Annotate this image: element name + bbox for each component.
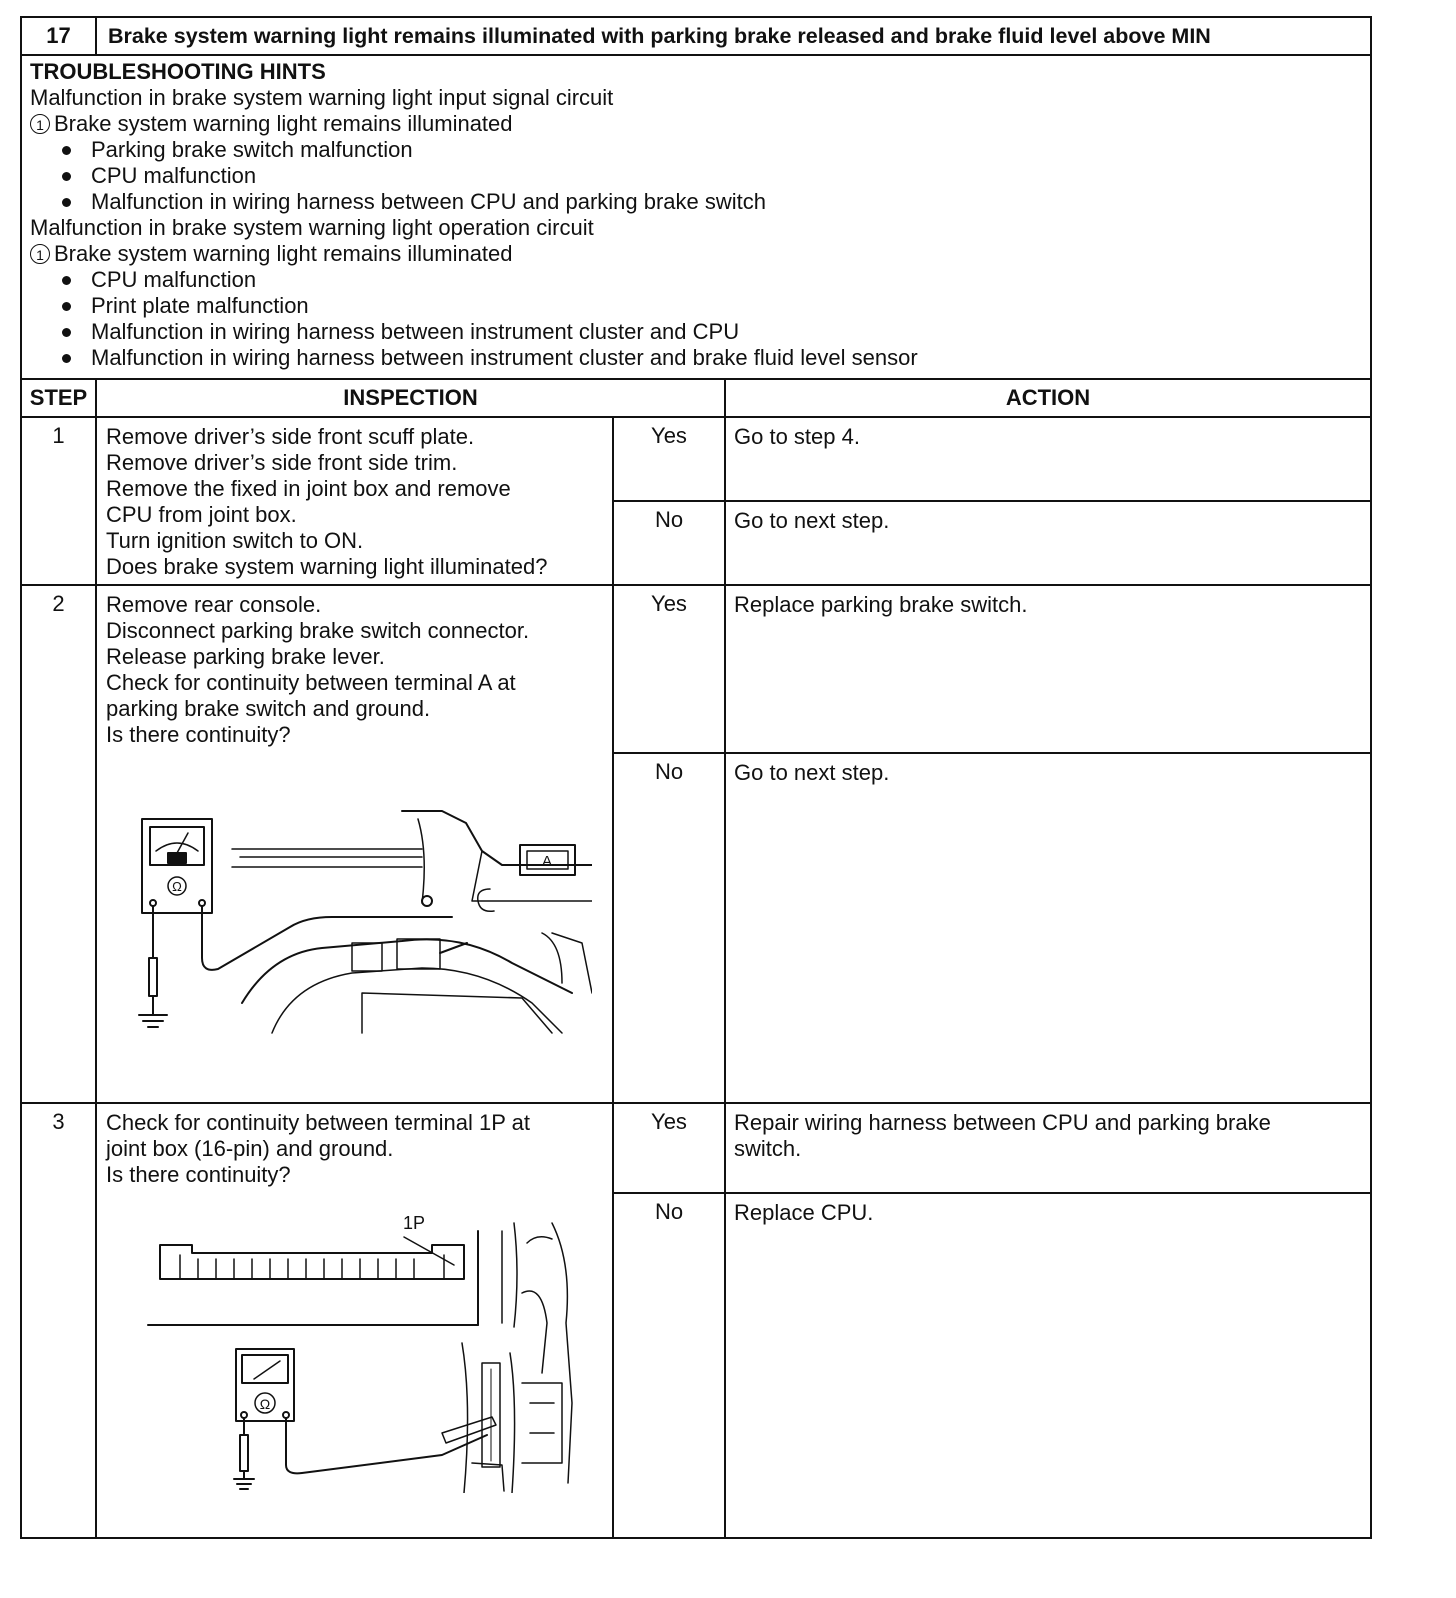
action-text: Go to next step.	[734, 508, 890, 533]
grid-line	[612, 416, 614, 1537]
diagnostic-number: 17	[46, 23, 71, 48]
inspection-text: Remove driver’s side front scuff plate. Remove driver’s side front side trim. Remove the fixed in joint box and remove CPU from joint box. Turn ignition switch to ON. Does brake system warning light illuminated?	[106, 424, 548, 579]
bullet-icon	[62, 354, 71, 363]
answer-no: No	[654, 507, 684, 532]
step-number: 1	[52, 423, 65, 448]
cause-item: Malfunction in wiring harness between CPU and parking brake switch	[91, 189, 767, 214]
answer-yes: Yes	[651, 591, 687, 616]
parking-brake-switch-illustration	[122, 793, 592, 1053]
answer-yes: Yes	[651, 1109, 687, 1134]
hints-heading: TROUBLESHOOTING HINTS	[30, 59, 326, 84]
bullet-icon	[62, 276, 71, 285]
bullet-icon	[62, 198, 71, 207]
circuit-title: Malfunction in brake system warning light operation circuit	[30, 215, 594, 240]
grid-line	[95, 18, 97, 54]
grid-line	[22, 584, 1370, 586]
circled-number-marker: 1	[30, 114, 50, 134]
column-header-step: STEP	[29, 385, 88, 410]
action-text: Replace parking brake switch.	[734, 592, 1028, 617]
cause-item: Print plate malfunction	[91, 293, 309, 318]
action-text: Replace CPU.	[734, 1200, 874, 1225]
troubleshooting-sheet	[20, 16, 1372, 1539]
action-text: Go to step 4.	[734, 424, 860, 449]
column-header-inspection: INSPECTION	[343, 385, 478, 410]
answer-yes: Yes	[651, 423, 687, 448]
ohm-symbol: Ω	[172, 879, 182, 894]
answer-no: No	[654, 759, 684, 784]
grid-line	[22, 54, 1370, 56]
action-text: Repair wiring harness between CPU and parking brake switch.	[734, 1110, 1271, 1161]
grid-line	[22, 1102, 1370, 1104]
symptom-text: Brake system warning light remains illuminated	[54, 111, 513, 136]
bullet-icon	[62, 172, 71, 181]
cause-item: Malfunction in wiring harness between instrument cluster and CPU	[91, 319, 740, 344]
bullet-icon	[62, 328, 71, 337]
cause-item: Malfunction in wiring harness between instrument cluster and brake fluid level sensor	[91, 345, 918, 370]
inspection-text: Check for continuity between terminal 1P at joint box (16-pin) and ground. Is there continuity?	[106, 1110, 530, 1187]
diagnostic-title: Brake system warning light remains illuminated with parking brake released and brake fluid level above MIN	[108, 24, 1211, 48]
ohm-symbol: Ω	[259, 1396, 271, 1412]
column-header-action: ACTION	[1005, 385, 1091, 410]
grid-line	[22, 416, 1370, 418]
symptom	[30, 111, 513, 137]
symptom	[30, 241, 513, 267]
joint-box-connector	[160, 1245, 464, 1279]
answer-no: No	[654, 1199, 684, 1224]
terminal-label: A	[541, 853, 553, 870]
grid-line	[724, 416, 726, 1537]
step-number: 3	[52, 1109, 65, 1134]
step-number: 2	[52, 591, 65, 616]
cause-item: CPU malfunction	[91, 267, 257, 292]
inspection-text: Remove rear console. Disconnect parking brake switch connector. Release parking brake lever. Check for continuity between terminal A at parking brake switch and ground. Is there continuity?	[106, 592, 530, 747]
cause-item: Parking brake switch malfunction	[91, 137, 413, 162]
grid-line	[95, 378, 97, 1537]
action-text: Go to next step.	[734, 760, 890, 785]
joint-box-illustration	[142, 1203, 582, 1493]
bullet-icon	[62, 302, 71, 311]
circuit-title: Malfunction in brake system warning light input signal circuit	[30, 85, 614, 110]
terminal-label: 1P	[402, 1213, 426, 1233]
circled-number-marker: 1	[30, 244, 50, 264]
bullet-icon	[62, 146, 71, 155]
cause-item: CPU malfunction	[91, 163, 257, 188]
grid-line	[22, 378, 1370, 380]
symptom-text: Brake system warning light remains illuminated	[54, 241, 513, 266]
